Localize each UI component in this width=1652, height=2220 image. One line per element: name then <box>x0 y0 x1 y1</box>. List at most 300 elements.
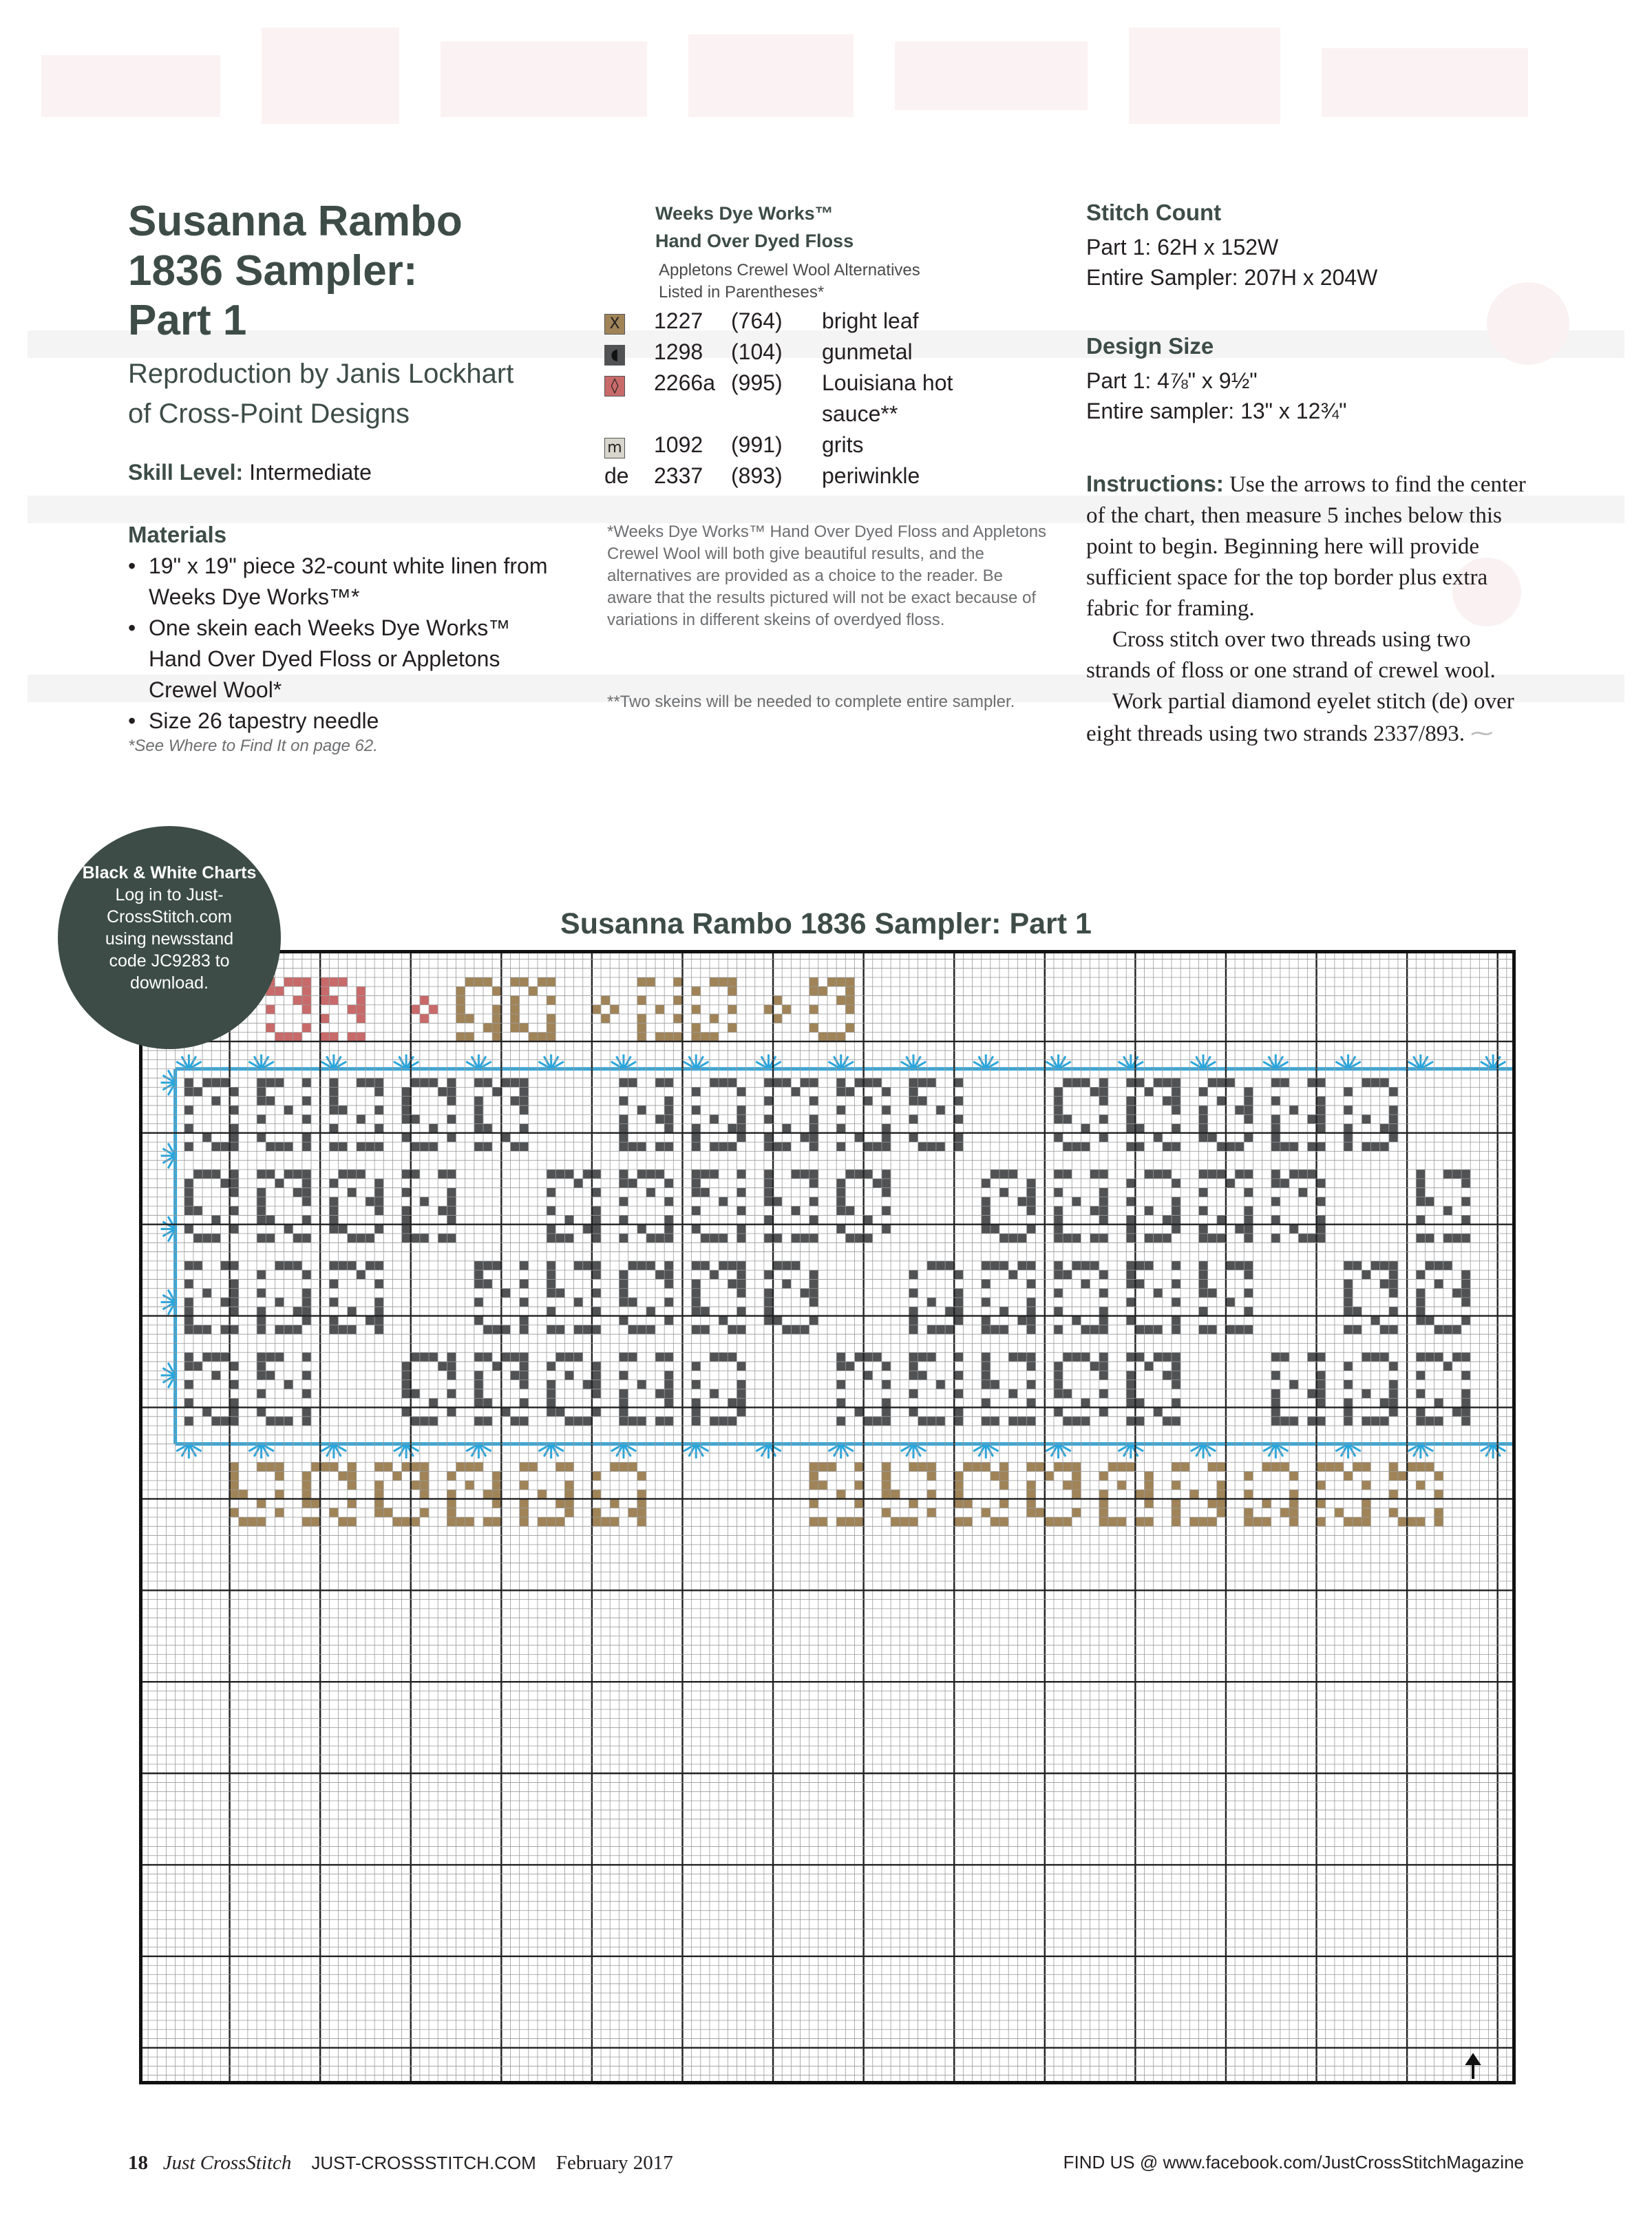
stitch-letter <box>420 1472 429 1481</box>
stitch-letter <box>1026 1398 1035 1407</box>
stitch-letter <box>1461 1408 1470 1417</box>
stitch-letter <box>1126 1078 1135 1087</box>
stitch-letter <box>1262 1517 1271 1526</box>
stitch-letter <box>619 1133 628 1142</box>
stitch-letter <box>982 1215 991 1224</box>
stitch-letter <box>982 1362 991 1371</box>
stitch-letter <box>302 1234 311 1243</box>
stitch-letter <box>909 1353 918 1362</box>
stitch-letter <box>402 1517 411 1526</box>
stitch-letter <box>1461 1298 1470 1307</box>
stitch-letter <box>266 1005 275 1014</box>
stitch-letter <box>510 1142 519 1151</box>
stitch-letter <box>302 1517 311 1526</box>
stitch-letter <box>982 1325 991 1334</box>
stitch-letter <box>220 1261 229 1270</box>
stitch-letter <box>655 1114 664 1123</box>
stitch-letter <box>1154 1353 1163 1362</box>
stitch-letter <box>1317 1499 1326 1508</box>
cross-stitch-chart <box>139 950 1516 2084</box>
stitch-letter <box>564 1462 573 1471</box>
stitch-letter <box>1317 1097 1326 1106</box>
stitch-letter <box>230 1087 239 1096</box>
stitch-letter <box>230 1133 239 1142</box>
stitch-letter <box>520 1462 529 1471</box>
stitch-letter <box>1317 1353 1326 1362</box>
symbol-half-circle-icon: ◖ <box>604 345 625 366</box>
stitch-letter <box>1154 1408 1163 1417</box>
stitch-letter <box>447 1114 456 1123</box>
stitch-letter <box>1217 1215 1226 1224</box>
stitch-letter <box>193 1362 202 1371</box>
stitch-letter <box>474 1298 483 1307</box>
stitch-letter <box>302 1133 311 1142</box>
stitch-letter <box>1226 1298 1235 1307</box>
stitch-letter <box>1208 1517 1217 1526</box>
stitch-letter <box>230 1490 239 1499</box>
stitch-letter <box>1008 1234 1017 1243</box>
stitch-letter <box>728 1124 737 1133</box>
stitch-letter <box>710 1270 719 1279</box>
stitch-letter <box>1145 1261 1154 1270</box>
stitch-letter <box>447 1508 456 1517</box>
stitch-letter <box>1198 1133 1207 1142</box>
stitch-letter <box>1145 1490 1154 1499</box>
stitch-letter <box>773 1261 782 1270</box>
stitch-letter <box>248 1517 257 1526</box>
stitch-letter <box>1145 1087 1154 1096</box>
stitch-letter <box>1099 1188 1108 1197</box>
stitch-letter <box>664 1380 673 1389</box>
stitch-letter <box>1026 1508 1035 1517</box>
stitch-letter <box>1362 1517 1370 1526</box>
stitch-letter <box>1317 1371 1326 1379</box>
stitch-letter <box>230 1481 239 1490</box>
stitch-letter <box>655 1078 664 1087</box>
stitch-letter <box>402 1462 411 1471</box>
stitch-letter <box>1208 1078 1217 1087</box>
stitch-letter <box>474 1462 483 1471</box>
stitch-letter <box>1081 1124 1090 1133</box>
stitch-letter <box>1335 1462 1344 1471</box>
stitch-letter <box>1172 1279 1180 1288</box>
stitch-letter <box>646 1188 655 1197</box>
stitch-letter <box>1443 1325 1452 1334</box>
stitch-letter <box>909 1289 918 1298</box>
stitch-letter <box>547 1362 555 1371</box>
stitch-letter <box>954 1353 963 1362</box>
stitch-letter <box>719 1197 728 1206</box>
stitch-letter <box>257 1408 266 1417</box>
stitch-letter <box>1172 1078 1180 1087</box>
stitch-letter <box>882 1170 891 1178</box>
stitch-letter <box>320 995 329 1004</box>
stitch-letter <box>374 1087 383 1096</box>
stitch-letter <box>1362 1389 1370 1398</box>
stitch-letter <box>1344 1398 1353 1407</box>
stitch-letter <box>574 1325 583 1334</box>
stitch-letter <box>302 1197 311 1206</box>
stitch-letter <box>257 1270 266 1279</box>
stitch-letter <box>1099 1087 1108 1096</box>
stitch-letter <box>1126 1124 1135 1133</box>
stitch-letter <box>836 1197 845 1206</box>
stitch-letter <box>882 1188 891 1197</box>
stitch-letter <box>1389 1408 1398 1417</box>
stitch-letter <box>1135 1417 1144 1426</box>
stitch-letter <box>447 1133 456 1142</box>
stitch-letter <box>1217 1142 1226 1151</box>
stitch-letter <box>628 1142 637 1151</box>
stitch-letter <box>202 1170 211 1178</box>
stitch-letter <box>1461 1353 1470 1362</box>
stitch-letter <box>845 1206 854 1215</box>
stitch-letter <box>1217 1462 1226 1471</box>
stitch-letter <box>809 977 818 986</box>
stitch-letter <box>1425 1417 1434 1426</box>
stitch-letter <box>1135 1124 1144 1133</box>
stitch-letter <box>547 1325 555 1334</box>
stitch-letter <box>882 1408 891 1417</box>
stitch-letter <box>230 1206 239 1215</box>
stitch-letter <box>474 1380 483 1389</box>
stitch-letter <box>1054 1371 1063 1379</box>
stitch-letter <box>982 1279 991 1288</box>
stitch-letter <box>555 1353 564 1362</box>
stitch-letter <box>664 1114 673 1123</box>
stitch-letter <box>510 1005 519 1014</box>
stitch-letter <box>791 1325 800 1334</box>
stitch-letter <box>637 1380 646 1389</box>
stitch-letter <box>1244 1097 1253 1106</box>
article-subtitle: Reproduction by Janis Lockhart of Cross-Point Designs <box>128 359 514 429</box>
stitch-letter <box>619 1124 628 1133</box>
key-note-skeins: **Two skeins will be needed to complete entire sampler. <box>607 693 1015 711</box>
stitch-letter <box>1344 1133 1353 1142</box>
stitch-letter <box>692 1142 701 1151</box>
stitch-letter <box>311 1462 320 1471</box>
stitch-letter <box>1244 1225 1253 1234</box>
stitch-letter <box>1434 1261 1443 1270</box>
stitch-letter <box>719 1261 728 1270</box>
materials-list <box>128 551 569 737</box>
stitch-letter <box>1208 1462 1217 1471</box>
stitch-letter <box>655 1417 664 1426</box>
stitch-letter <box>510 977 519 986</box>
stitch-letter <box>1317 1078 1326 1087</box>
stitch-dot <box>592 1005 601 1014</box>
stitch-letter <box>302 977 311 986</box>
stitch-letter <box>284 1106 293 1114</box>
stitch-letter <box>991 1517 999 1526</box>
stitch-letter <box>456 995 465 1004</box>
stitch-letter <box>329 1261 338 1270</box>
stitch-letter <box>1443 1261 1452 1270</box>
stitch-letter <box>492 1362 501 1371</box>
stitch-letter <box>1172 1087 1180 1096</box>
stitch-letter <box>1099 1170 1108 1178</box>
stitch-letter <box>728 1398 737 1407</box>
stitch-letter <box>1425 1316 1434 1325</box>
stitch-letter <box>1344 1106 1353 1114</box>
stitch-letter <box>1172 1316 1180 1325</box>
stitch-letter <box>348 1307 357 1315</box>
stitch-letter <box>782 1279 791 1288</box>
stitch-letter <box>655 1005 664 1014</box>
stitch-letter <box>927 1417 936 1426</box>
stitch-letter <box>547 977 555 986</box>
stitch-letter <box>619 1170 628 1178</box>
stitch-letter <box>547 1023 555 1032</box>
stitch-letter <box>257 1133 266 1142</box>
stitch-letter <box>1344 1380 1353 1389</box>
stitch-letter <box>692 1087 701 1096</box>
stitch-letter <box>547 1389 555 1398</box>
stitch-letter <box>1217 1490 1226 1499</box>
stitch-letter <box>1344 1517 1353 1526</box>
stitch-letter <box>266 1097 275 1106</box>
stitch-letter <box>429 1124 438 1133</box>
stitch-letter <box>374 1462 383 1471</box>
stitch-letter <box>845 1005 854 1014</box>
stitch-letter <box>592 1490 601 1499</box>
stitch-letter <box>257 1362 266 1371</box>
stitch-letter <box>1461 1316 1470 1325</box>
stitch-letter <box>1063 1270 1072 1279</box>
stitch-letter <box>329 1316 338 1325</box>
stitch-letter <box>1461 1197 1470 1206</box>
stitch-letter <box>1145 1362 1154 1371</box>
stitch-letter <box>1172 1417 1180 1426</box>
stitch-letter <box>474 1353 483 1362</box>
stitch-letter <box>845 1023 854 1032</box>
stitch-letter <box>1389 1114 1398 1123</box>
stitch-letter <box>184 1087 193 1096</box>
stitch-letter <box>402 1371 411 1379</box>
stitch-letter <box>447 1234 456 1243</box>
stitch-letter <box>845 1517 854 1526</box>
stitch-letter <box>520 1279 529 1288</box>
stitch-letter <box>293 1261 302 1270</box>
stitch-letter <box>954 1270 963 1279</box>
instructions: Instructions: Use the arrows to find the center of the chart, then measure 5 inches below this point to begin. Beginning here will provide sufficient space for the top border plus extra fabric for framing. Cross stitch over two threads using two strands of floss or one strand of crewel wool. Work partial diamond eyelet stitch (de) over eight threads using two strands 2337/893. ⁓ <box>1086 471 1526 746</box>
stitch-letter <box>1145 1517 1154 1526</box>
stitch-dot <box>429 1005 438 1014</box>
stitch-letter <box>1054 1225 1063 1234</box>
stitch-letter <box>1135 1279 1144 1288</box>
stitch-letter <box>555 1170 564 1178</box>
stitch-letter <box>483 1398 492 1407</box>
stitch-letter <box>374 1188 383 1197</box>
stitch-letter <box>900 1517 909 1526</box>
stitch-letter <box>1461 1398 1470 1407</box>
stitch-letter <box>655 1270 664 1279</box>
stitch-letter <box>184 1362 193 1371</box>
stitch-letter <box>737 1206 745 1215</box>
stitch-letter <box>348 1170 357 1178</box>
stitch-letter <box>1172 1106 1180 1114</box>
stitch-letter <box>1017 1316 1026 1325</box>
stitch-letter <box>447 1408 456 1417</box>
stitch-letter <box>836 1490 845 1499</box>
stitch-letter <box>836 1517 845 1526</box>
stitch-letter <box>1008 1170 1017 1178</box>
stitch-letter <box>392 1472 401 1481</box>
stitch-letter <box>619 1097 628 1106</box>
stitch-letter <box>275 1298 284 1307</box>
stitch-letter <box>1380 1325 1389 1334</box>
stitch-letter <box>809 1298 818 1307</box>
stitch-letter <box>728 1023 737 1032</box>
stitch-letter <box>1145 1234 1154 1243</box>
stitch-letter <box>1461 1234 1470 1243</box>
stitch-letter <box>954 1298 963 1307</box>
stitch-letter <box>230 1289 239 1298</box>
stitch-letter <box>1063 1517 1072 1526</box>
stitch-letter <box>564 1170 573 1178</box>
stitch-letter <box>411 1234 420 1243</box>
stitch-letter <box>1244 1215 1253 1224</box>
stitch-letter <box>465 977 474 986</box>
stitch-letter <box>447 1371 456 1379</box>
stitch-letter <box>302 1316 311 1325</box>
stitch-letter <box>637 1170 646 1178</box>
stitch-letter <box>619 1270 628 1279</box>
stitch-letter <box>1434 1472 1443 1481</box>
stitch-dot <box>610 1005 619 1014</box>
stitch-letter <box>366 1261 374 1270</box>
stitch-letter <box>936 1325 945 1334</box>
stitch-letter <box>555 1462 564 1471</box>
stitch-letter <box>1244 1289 1253 1298</box>
stitch-letter <box>610 1462 619 1471</box>
stitch-letter <box>710 1078 719 1087</box>
stitch-letter <box>791 1170 800 1178</box>
stitch-letter <box>764 1114 773 1123</box>
stitch-letter <box>818 1462 827 1471</box>
stitch-letter <box>1344 1408 1353 1417</box>
stitch-letter <box>474 1389 483 1398</box>
stitch-letter <box>302 1270 311 1279</box>
stitch-letter <box>1416 1371 1425 1379</box>
stitch-letter <box>510 1097 519 1106</box>
stitch-letter <box>854 1517 863 1526</box>
stitch-letter <box>1217 1499 1226 1508</box>
stitch-letter <box>564 1215 573 1224</box>
stitch-letter <box>737 1124 745 1133</box>
stitch-letter <box>230 1380 239 1389</box>
stitch-letter <box>411 1142 420 1151</box>
stitch-letter <box>510 1371 519 1379</box>
stitch-letter <box>728 1417 737 1426</box>
stitch-letter <box>284 1417 293 1426</box>
stitch-letter <box>555 1325 564 1334</box>
stitch-letter <box>1135 1398 1144 1407</box>
stitch-letter <box>764 1078 773 1087</box>
stitch-letter <box>257 1206 266 1215</box>
stitch-letter <box>1289 1142 1298 1151</box>
stitch-letter <box>1180 1462 1189 1471</box>
stitch-letter <box>845 986 854 995</box>
stitch-letter <box>184 1078 193 1087</box>
stitch-letter <box>1317 1417 1326 1426</box>
stitch-letter <box>230 1124 239 1133</box>
stitch-letter <box>610 1517 619 1526</box>
stitch-letter <box>773 1197 782 1206</box>
stitch-letter <box>1081 1261 1090 1270</box>
stitch-letter <box>692 1178 701 1187</box>
stitch-letter <box>411 1170 420 1178</box>
stitch-letter <box>999 1472 1008 1481</box>
chart-title: Susanna Rambo 1836 Sampler: Part 1 <box>560 907 1092 940</box>
stitch-letter <box>465 1014 474 1023</box>
stitch-letter <box>1244 1206 1253 1215</box>
stitch-letter <box>1154 1325 1163 1334</box>
stitch-letter <box>275 1508 284 1517</box>
stitch-letter <box>692 1033 701 1042</box>
stitch-letter <box>348 1462 357 1471</box>
stitch-letter <box>374 1481 383 1490</box>
stitch-letter <box>1271 1408 1280 1417</box>
table-row: ◖ 1298 (104) gunmetal <box>604 339 1017 370</box>
stitch-letter <box>1244 1106 1253 1114</box>
stitch-letter <box>184 1298 193 1307</box>
stitch-letter <box>873 1178 882 1187</box>
stitch-letter <box>791 1087 800 1096</box>
stitch-letter <box>619 1197 628 1206</box>
stitch-letter <box>1317 1517 1326 1526</box>
stitch-letter <box>954 1371 963 1379</box>
stitch-letter <box>1126 1316 1135 1325</box>
stitch-letter <box>366 1316 374 1325</box>
stitch-letter <box>583 1225 592 1234</box>
stitch-letter <box>737 1408 745 1417</box>
stitch-letter <box>402 1087 411 1096</box>
stitch-letter <box>447 1215 456 1224</box>
stitch-letter <box>1198 1261 1207 1270</box>
stitch-letter <box>230 1225 239 1234</box>
stitch-letter <box>982 1261 991 1270</box>
stitch-letter <box>374 1197 383 1206</box>
stitch-letter <box>411 1353 420 1362</box>
stitch-letter <box>1380 1353 1389 1362</box>
stitch-letter <box>211 1417 220 1426</box>
stitch-letter <box>1145 1499 1154 1508</box>
stitch-letter <box>1226 1142 1235 1151</box>
stitch-letter <box>184 1398 193 1407</box>
stitch-letter <box>1289 1508 1298 1517</box>
stitch-letter <box>1244 1170 1253 1178</box>
stitch-letter <box>1353 1307 1362 1315</box>
stitch-letter <box>474 1279 483 1288</box>
stitch-letter <box>520 1298 529 1307</box>
stitch-letter <box>954 1389 963 1398</box>
stitch-letter <box>809 1178 818 1187</box>
stitch-letter <box>211 1353 220 1362</box>
stitch-letter <box>619 1316 628 1325</box>
stitch-letter <box>438 1170 447 1178</box>
stitch-letter <box>275 1142 284 1151</box>
stitch-letter <box>1090 1234 1099 1243</box>
stitch-letter <box>1063 1462 1072 1471</box>
stitch-letter <box>1008 1353 1017 1362</box>
stitch-letter <box>474 1398 483 1407</box>
stitch-letter <box>999 1325 1008 1334</box>
stitch-letter <box>202 1408 211 1417</box>
stitch-letter <box>1434 1325 1443 1334</box>
stitch-letter <box>836 1362 845 1371</box>
stitch-letter <box>818 1033 827 1042</box>
